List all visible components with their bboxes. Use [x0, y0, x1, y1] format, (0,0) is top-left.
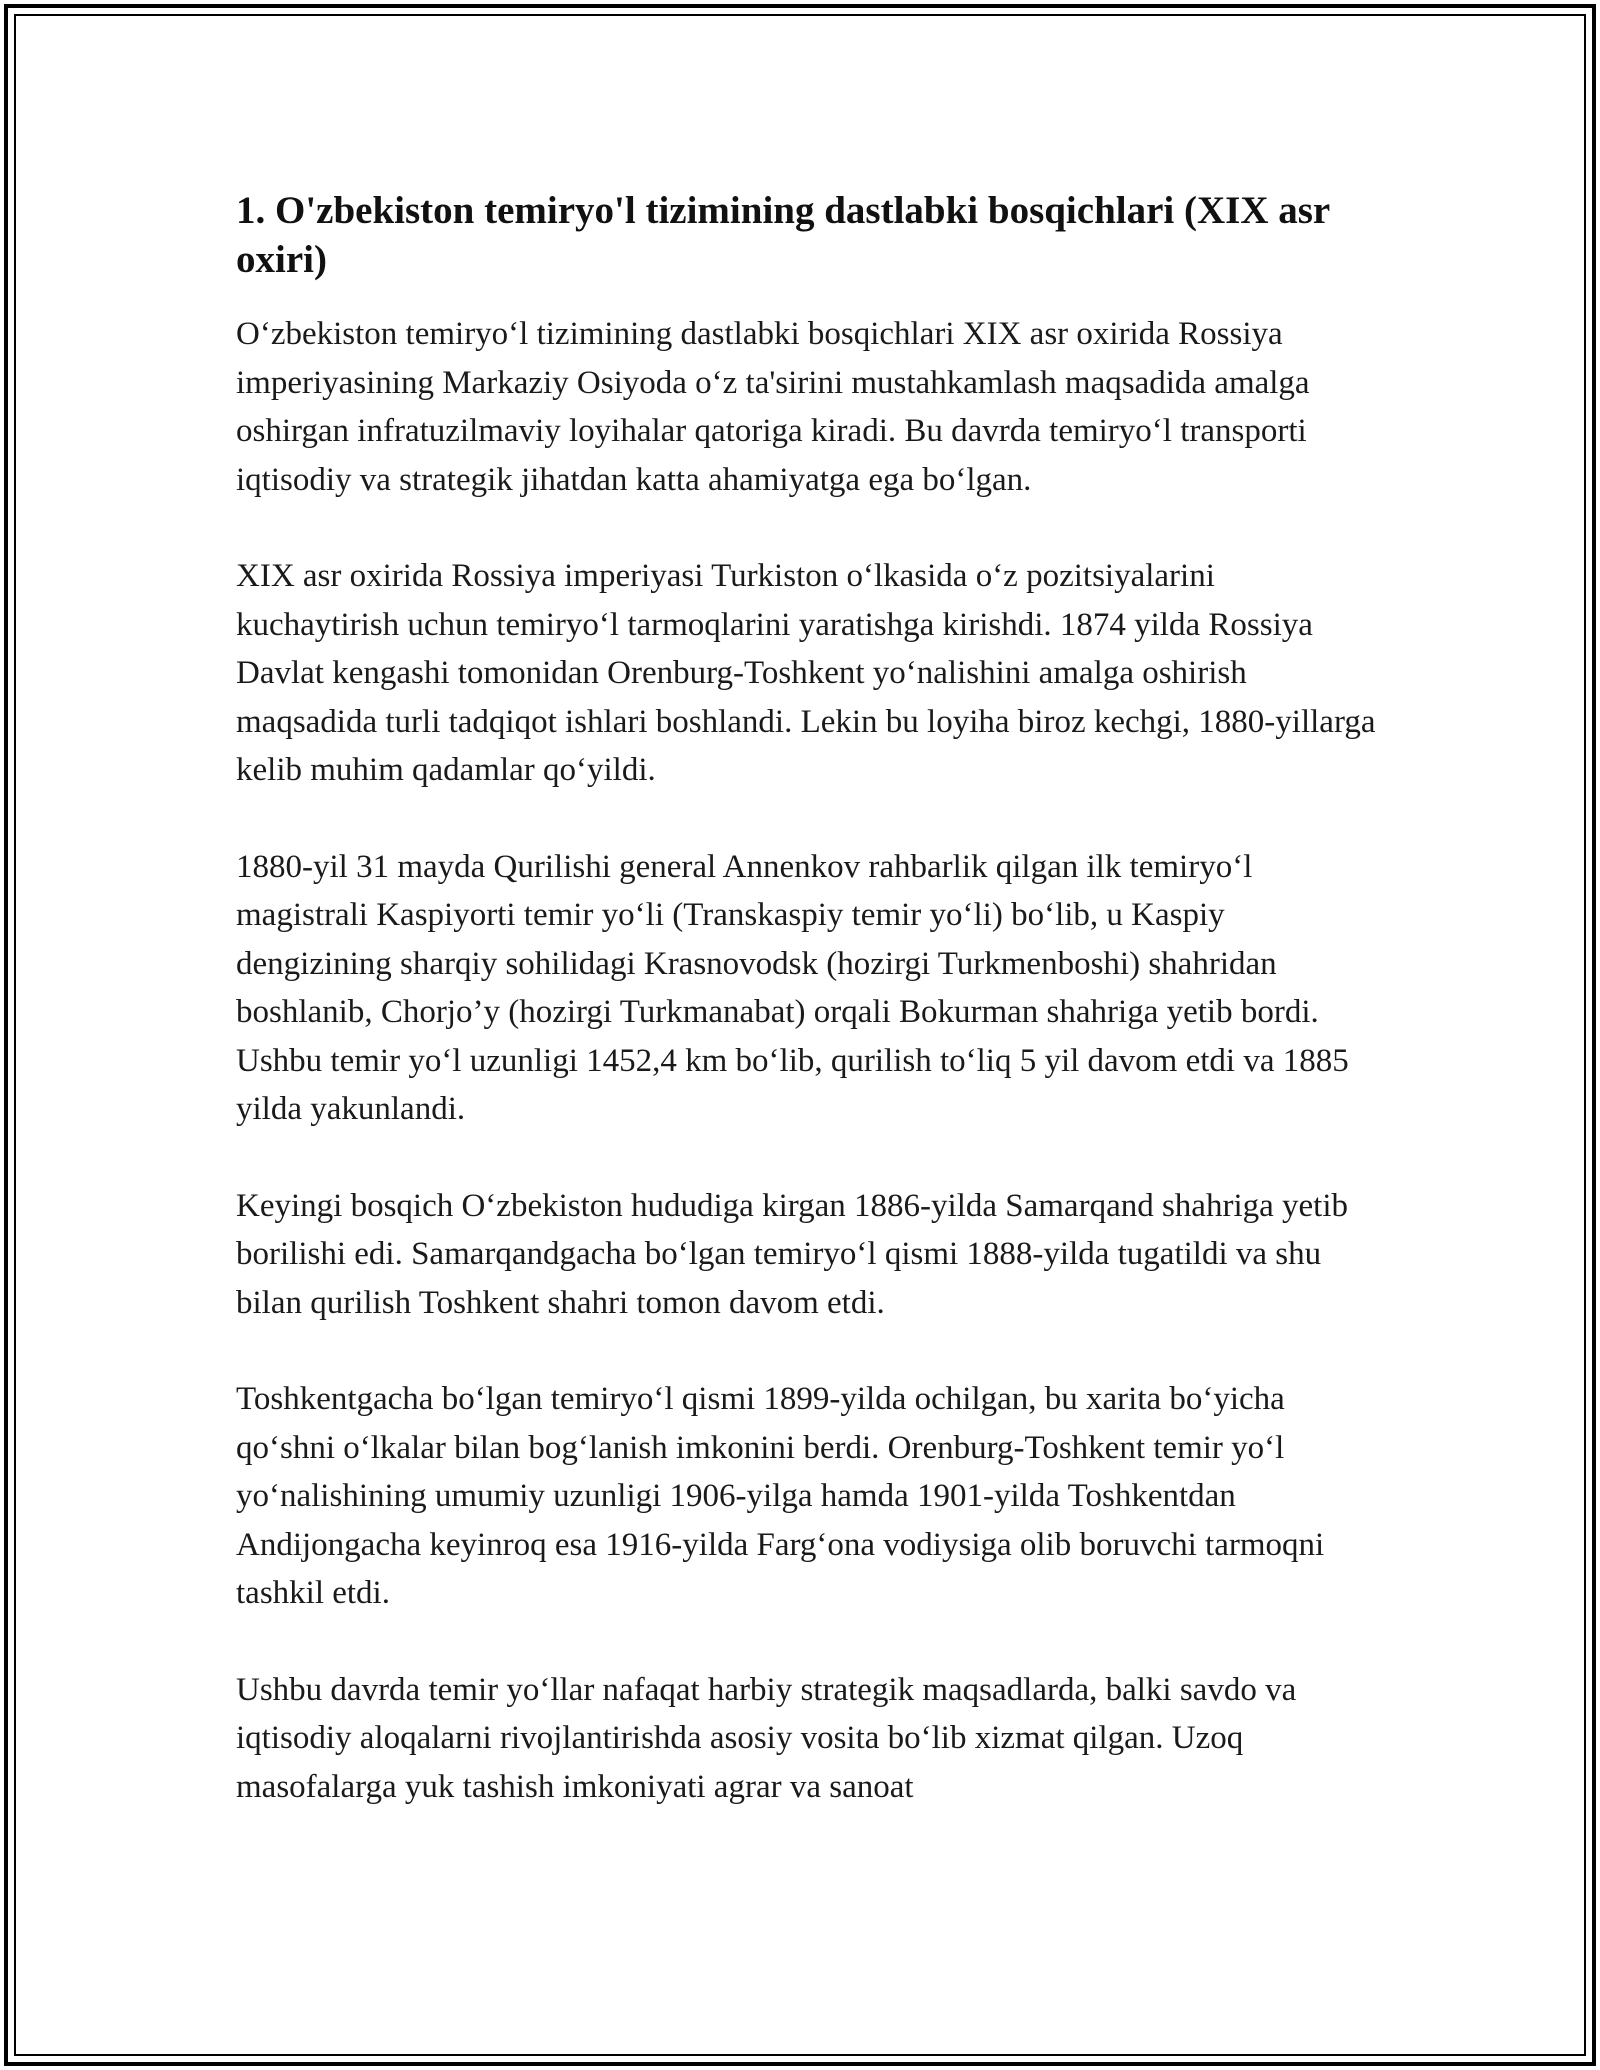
paragraph-intro: O‘zbekiston temiryo‘l tizimining dastlabki bosqichlari XIX asr oxirida Rossiya imperiyasining Markaziy Osiyoda o‘z ta'sirini mustahkamlash maqsadida amalga oshirgan infratuzilmaviy loyihalar qatoriga kiradi. Bu davrda temiryo‘l transporti iqtisodiy va strategik jihatdan katta ahamiyatga ega bo‘lgan. — [236, 316, 1310, 498]
paragraph-trade-economy: Ushbu davrda temir yo‘llar nafaqat harbiy strategik maqsadlarda, balki savdo va iqtisodiy aloqalarni rivojlantirishda asosiy vosita bo‘lib xizmat qilgan. Uzoq masofalarga yuk tashish imkoniyati agrar va sanoat — [236, 1671, 1297, 1805]
section-heading: 1. O'zbekiston temiryo'l tizimining dastlabki bosqichlari (XIX asr oxiri) — [236, 189, 1330, 281]
paragraph-samarkand: Keyingi bosqich O‘zbekiston hududiga kirgan 1886-yilda Samarqand shahriga yetib borilishi edi. Samarqandgacha bo‘lgan temiryo‘l qismi 1888-yilda tugatildi va shu bilan qurilish Toshkent shahri tomon davom etdi. — [236, 1187, 1348, 1321]
document-body — [236, 186, 1376, 1859]
paragraph-transcaspian-railway: 1880-yil 31 mayda Qurilishi general Annenkov rahbarlik qilgan ilk temiryo‘l magistrali Kaspiyorti temir yo‘li (Transkaspiy temir yo‘li) bo‘lib, u Kaspiy dengizining sharqiy sohilidagi Krasnovodsk (hozirgi Turkmenboshi) shahridan boshlanib, Chorjo’y (hozirgi Turkmanabat) orqali Bokurman shahriga yetib bordi. Ushbu temir yo‘l uzunligi 1452,4 km bo‘lib, qurilish to‘liq 5 yil davom etdi va 1885 yilda yakunlandi. — [236, 848, 1349, 1127]
paragraph-russian-expansion: XIX asr oxirida Rossiya imperiyasi Turkiston o‘lkasida o‘z pozitsiyalarini kuchaytirish uchun temiryo‘l tarmoqlarini yaratishga kirishdi. 1874 yilda Rossiya Davlat kengashi tomonidan Orenburg-Toshkent yo‘nalishini amalga oshirish maqsadida turli tadqiqot ishlari boshlandi. Lekin bu loyiha biroz kechgi, 1880-yillarga kelib muhim qadamlar qo‘yildi. — [236, 558, 1376, 788]
paragraph-tashkent: Toshkentgacha bo‘lgan temiryo‘l qismi 1899-yilda ochilgan, bu xarita bo‘yicha qo‘shni o‘lkalar bilan bog‘lanish imkonini berdi. Orenburg-Toshkent temir yo‘l yo‘nalishining umumiy uzunligi 1906-yilga hamda 1901-yilda Toshkentdan Andijongacha keyinroq esa 1916-yilda Farg‘ona vodiysiga olib boruvchi tarmoqni tashkil etdi. — [236, 1381, 1325, 1611]
